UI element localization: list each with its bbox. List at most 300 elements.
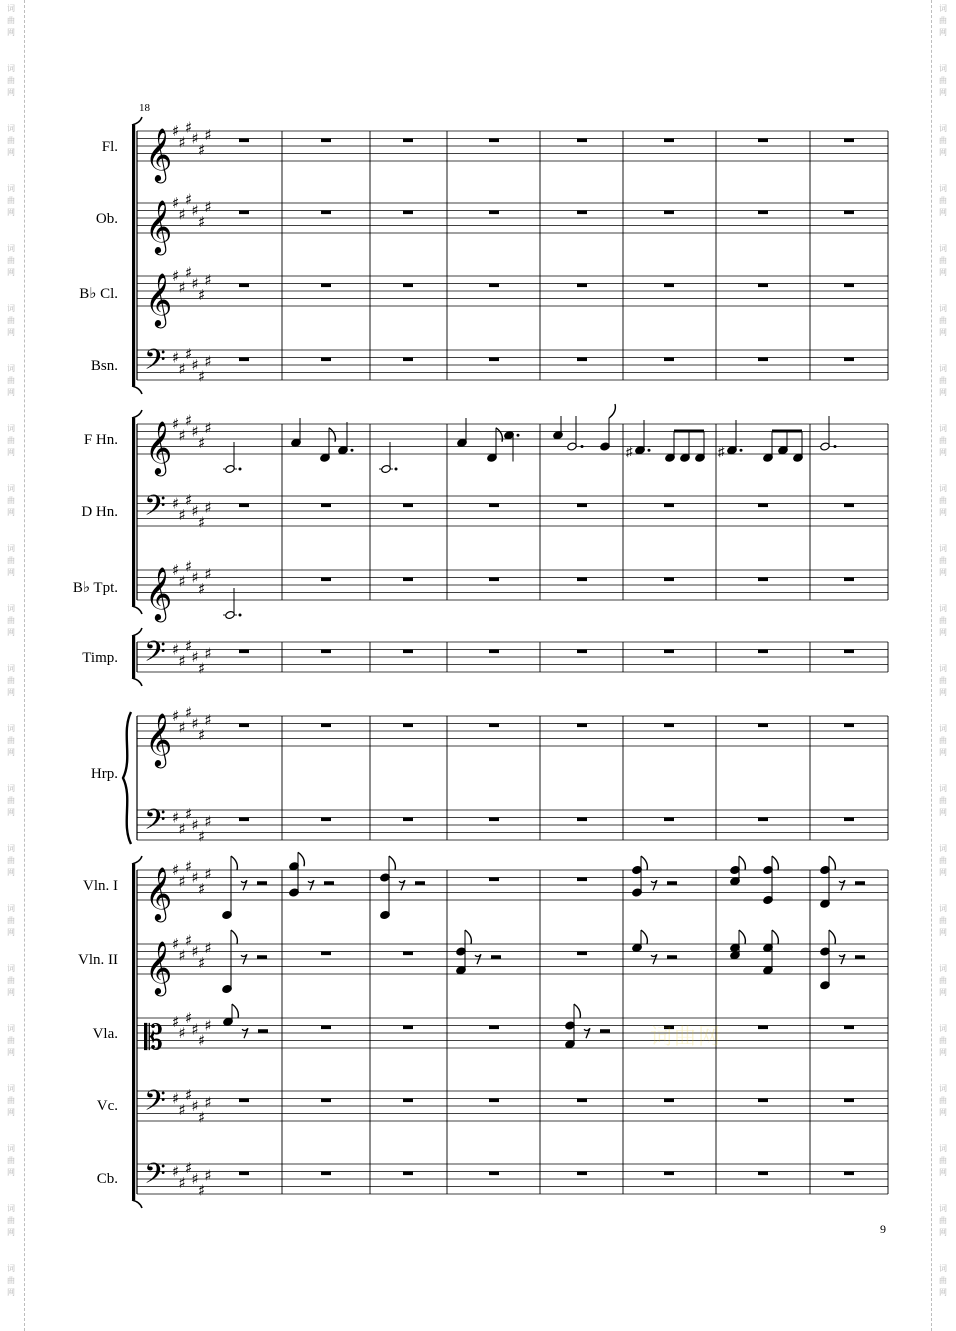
margin-mark: 词: [939, 904, 947, 913]
bracket-hook: [132, 386, 142, 394]
margin-mark: 曲: [939, 496, 947, 505]
whole-rest: [403, 578, 413, 582]
margin-mark: 词: [7, 1264, 15, 1273]
margin-mark: 曲: [7, 496, 15, 505]
margin-mark: 词: [7, 904, 15, 913]
whole-rest: [403, 211, 413, 215]
sharp-icon: ♯: [204, 812, 212, 831]
margin-mark: 词: [939, 64, 947, 73]
margin-mark: 词: [939, 964, 947, 973]
margin-mark: 曲: [939, 316, 947, 325]
sharp-icon: ♯: [198, 1108, 206, 1127]
margin-mark: 词: [7, 484, 15, 493]
margin-mark: 网: [939, 568, 947, 577]
half-rest: [258, 1029, 268, 1033]
whole-rest: [664, 578, 674, 582]
whole-rest: [844, 650, 854, 654]
sharp-icon: ♯: [204, 710, 212, 729]
whole-rest: [577, 358, 587, 362]
margin-mark: 词: [939, 664, 947, 673]
note-flag: [641, 856, 647, 870]
whole-rest: [489, 358, 499, 362]
whole-rest: [321, 578, 331, 582]
whole-rest: [403, 1099, 413, 1103]
margin-mark: 网: [939, 1108, 947, 1117]
sharp-icon: ♯: [718, 444, 725, 459]
whole-rest: [489, 724, 499, 728]
note-flag: [231, 930, 237, 944]
margin-mark: 曲: [7, 136, 15, 145]
sharp-icon: ♯: [191, 274, 199, 293]
sharp-icon: ♯: [626, 444, 633, 459]
augmentation-dot: [517, 434, 520, 437]
half-rest: [600, 1029, 610, 1033]
bracket-hook: [132, 117, 142, 125]
whole-rest: [403, 650, 413, 654]
instrument-label: Ob.: [95, 211, 118, 227]
page-number: 9: [880, 1222, 886, 1236]
margin-mark: 网: [7, 1048, 15, 1057]
note-flag: [609, 404, 615, 418]
whole-rest: [577, 504, 587, 508]
margin-mark: 曲: [7, 436, 15, 445]
sharp-icon: ♯: [185, 118, 193, 137]
whole-rest: [664, 650, 674, 654]
margin-mark: 网: [7, 208, 15, 217]
half-rest: [257, 955, 267, 959]
margin-mark: 网: [939, 388, 947, 397]
note-flag: [389, 856, 395, 870]
treble-clef-icon: 𝄞: [145, 712, 173, 766]
sharp-icon: ♯: [198, 212, 206, 231]
whole-rest: [489, 284, 499, 288]
margin-mark: 词: [939, 4, 947, 13]
whole-rest: [239, 504, 249, 508]
augmentation-dot: [351, 449, 354, 452]
instrument-label: D Hn.: [81, 504, 118, 520]
margin-mark: 网: [939, 748, 947, 757]
whole-rest: [321, 358, 331, 362]
augmentation-dot: [395, 468, 398, 471]
margin-mark: 词: [7, 64, 15, 73]
sharp-icon: ♯: [204, 644, 212, 663]
sharp-icon: ♯: [172, 1089, 180, 1108]
margin-mark: 网: [939, 988, 947, 997]
margin-mark: 网: [7, 1108, 15, 1117]
sharp-icon: ♯: [204, 938, 212, 957]
whole-rest: [758, 650, 768, 654]
augmentation-dot: [581, 445, 584, 448]
whole-rest: [403, 724, 413, 728]
whole-rest: [844, 211, 854, 215]
half-rest: [415, 881, 425, 885]
whole-rest: [664, 504, 674, 508]
margin-mark: 曲: [7, 856, 15, 865]
margin-mark: 曲: [939, 556, 947, 565]
margin-mark: 词: [7, 184, 15, 193]
margin-mark: 词: [7, 424, 15, 433]
whole-rest: [664, 358, 674, 362]
whole-rest: [844, 1172, 854, 1176]
margin-mark: 网: [939, 1048, 947, 1057]
whole-rest: [239, 211, 249, 215]
margin-mark: 网: [939, 1288, 947, 1297]
margin-mark: 词: [939, 1024, 947, 1033]
augmentation-dot: [834, 445, 837, 448]
sharp-icon: ♯: [178, 205, 186, 224]
margin-mark: 网: [7, 1288, 15, 1297]
margin-mark: 曲: [939, 736, 947, 745]
whole-rest: [239, 1099, 249, 1103]
whole-rest: [758, 818, 768, 822]
half-rest: [324, 881, 334, 885]
sharp-icon: ♯: [191, 1020, 199, 1039]
whole-rest: [239, 284, 249, 288]
harp-brace: [123, 712, 131, 844]
whole-rest: [321, 650, 331, 654]
bracket: [132, 125, 135, 386]
whole-rest: [844, 578, 854, 582]
sharp-icon: ♯: [198, 579, 206, 598]
note-flag: [329, 428, 335, 442]
margin-mark: 网: [939, 328, 947, 337]
sharp-icon: ♯: [172, 122, 180, 140]
margin-mark: 曲: [7, 1276, 15, 1285]
whole-rest: [239, 724, 249, 728]
sharp-icon: ♯: [191, 502, 199, 520]
whole-rest: [239, 139, 249, 143]
bracket-hook: [132, 1200, 142, 1208]
whole-rest: [758, 284, 768, 288]
margin-mark: 曲: [7, 376, 15, 385]
half-rest: [667, 881, 677, 885]
margin-mark: 曲: [7, 616, 15, 625]
margin-mark: 词: [939, 244, 947, 253]
bass-clef-icon: 𝄢: [144, 1157, 166, 1198]
whole-rest: [403, 818, 413, 822]
margin-mark: 词: [939, 424, 947, 433]
whole-rest: [758, 1172, 768, 1176]
margin-mark: 曲: [939, 1276, 947, 1285]
margin-mark: 曲: [939, 676, 947, 685]
treble-clef-icon: 𝄞: [145, 566, 173, 620]
margin-mark: 曲: [7, 316, 15, 325]
margin-mark: 词: [939, 544, 947, 553]
whole-rest: [664, 211, 674, 215]
whole-rest: [577, 1099, 587, 1103]
note-flag: [739, 930, 745, 944]
margin-mark: 词: [7, 244, 15, 253]
sharp-icon: ♯: [185, 1085, 193, 1104]
sharp-icon: ♯: [185, 190, 193, 209]
margin-mark: 网: [939, 928, 947, 937]
instrument-label: Hrp.: [90, 766, 118, 782]
bracket-hook: [132, 410, 142, 418]
sharp-icon: ♯: [198, 827, 206, 846]
whole-rest: [577, 211, 587, 215]
treble-clef-icon: 𝄞: [145, 866, 173, 920]
margin-mark: 网: [939, 268, 947, 277]
whole-rest: [321, 952, 331, 956]
sharp-icon: ♯: [198, 140, 206, 159]
instrument-label: Timp.: [82, 650, 118, 666]
margin-mark: 词: [7, 544, 15, 553]
alto-clef-icon: 𝄡: [144, 1018, 163, 1058]
sharp-icon: ♯: [185, 557, 193, 576]
whole-rest: [403, 504, 413, 508]
margin-mark: 网: [939, 448, 947, 457]
sharp-icon: ♯: [191, 568, 199, 587]
half-rest: [667, 955, 677, 959]
sharp-icon: ♯: [198, 367, 206, 386]
whole-rest: [403, 952, 413, 956]
sharp-icon: ♯: [185, 857, 193, 876]
margin-mark: 词: [939, 604, 947, 613]
margin-mark: 词: [939, 1204, 947, 1213]
sharp-icon: ♯: [178, 505, 186, 524]
note-flag: [772, 930, 778, 944]
treble-clef-icon: 𝄞: [145, 272, 173, 326]
sharp-icon: ♯: [172, 707, 180, 725]
sharp-icon: ♯: [172, 640, 180, 659]
whole-rest: [403, 1172, 413, 1176]
margin-mark: 网: [939, 808, 947, 817]
margin-mark: 词: [7, 784, 15, 793]
note-flag: [298, 852, 304, 866]
half-rest: [491, 955, 501, 959]
whole-rest: [758, 139, 768, 143]
whole-rest: [844, 1026, 854, 1030]
bass-clef-icon: 𝄢: [144, 343, 166, 384]
sharp-icon: ♯: [172, 1162, 180, 1181]
bass-clef-icon: 𝄢: [144, 1084, 166, 1125]
half-rest: [855, 955, 865, 959]
margin-mark: 词: [939, 724, 947, 733]
whole-rest: [577, 650, 587, 654]
sharp-icon: ♯: [204, 197, 212, 216]
margin-mark: 曲: [939, 1096, 947, 1105]
margin-mark: 曲: [7, 196, 15, 205]
margin-mark: 曲: [939, 136, 947, 145]
bass-clef-icon: 𝄢: [144, 489, 166, 530]
sharp-icon: ♯: [198, 285, 206, 304]
note-head: [553, 431, 563, 440]
margin-mark: 词: [7, 124, 15, 133]
sharp-icon: ♯: [178, 872, 186, 891]
margin-mark: 曲: [939, 1036, 947, 1045]
sharp-icon: ♯: [185, 490, 193, 509]
sharp-icon: ♯: [172, 561, 180, 579]
bass-clef-icon: 𝄢: [144, 635, 166, 676]
note-flag: [739, 856, 745, 870]
note-flag: [641, 930, 647, 944]
sharp-icon: ♯: [172, 267, 180, 285]
sharp-icon: ♯: [191, 201, 199, 220]
whole-rest: [844, 818, 854, 822]
instrument-label: B♭ Tpt.: [72, 580, 118, 596]
margin-mark: 曲: [7, 916, 15, 925]
margin-mark: 网: [939, 1228, 947, 1237]
sharp-icon: ♯: [191, 1097, 199, 1115]
sharp-icon: ♯: [178, 819, 186, 838]
margin-mark: 词: [7, 724, 15, 733]
margin-mark: 曲: [939, 616, 947, 625]
whole-rest: [489, 1099, 499, 1103]
whole-rest: [321, 284, 331, 288]
whole-rest: [577, 578, 587, 582]
margin-mark: 曲: [939, 76, 947, 85]
margin-mark: 网: [7, 508, 15, 517]
whole-rest: [664, 1099, 674, 1103]
margin-mark: 词: [939, 1084, 947, 1093]
whole-rest: [321, 1172, 331, 1176]
sharp-icon: ♯: [191, 714, 199, 733]
augmentation-dot: [740, 449, 743, 452]
whole-rest: [321, 1026, 331, 1030]
instrument-label: Fl.: [101, 139, 118, 155]
margin-mark: 曲: [939, 256, 947, 265]
sharp-icon: ♯: [198, 1181, 206, 1200]
whole-rest: [321, 724, 331, 728]
whole-rest: [577, 139, 587, 143]
sharp-icon: ♯: [185, 1158, 193, 1177]
sharp-icon: ♯: [178, 133, 186, 152]
whole-rest: [844, 284, 854, 288]
margin-mark: 网: [7, 808, 15, 817]
sharp-icon: ♯: [198, 433, 206, 452]
margin-mark: 网: [7, 1168, 15, 1177]
sharp-icon: ♯: [178, 359, 186, 378]
sharp-icon: ♯: [185, 804, 193, 823]
whole-rest: [403, 284, 413, 288]
margin-mark: 曲: [939, 1156, 947, 1165]
instrument-label: Bsn.: [90, 358, 118, 374]
whole-rest: [844, 139, 854, 143]
whole-rest: [844, 504, 854, 508]
margin-mark: 词: [7, 4, 15, 13]
sharp-icon: ♯: [191, 129, 199, 148]
margin-mark: 词: [939, 484, 947, 493]
margin-mark: 网: [7, 628, 15, 637]
margin-mark: 词: [939, 184, 947, 193]
sharp-icon: ♯: [204, 270, 212, 289]
margin-mark: 网: [7, 748, 15, 757]
augmentation-dot: [648, 449, 651, 452]
whole-rest: [577, 724, 587, 728]
whole-rest: [321, 211, 331, 215]
margin-mark: 曲: [939, 916, 947, 925]
whole-rest: [239, 358, 249, 362]
margin-mark: 网: [939, 88, 947, 97]
margin-mark: 网: [939, 868, 947, 877]
sharp-icon: ♯: [185, 344, 193, 363]
whole-rest: [489, 1026, 499, 1030]
whole-rest: [664, 139, 674, 143]
whole-rest: [489, 578, 499, 582]
note-flag: [496, 428, 502, 442]
whole-rest: [758, 358, 768, 362]
note-flag: [829, 930, 835, 944]
sharp-icon: ♯: [191, 422, 199, 441]
whole-rest: [664, 724, 674, 728]
sharp-icon: ♯: [178, 651, 186, 670]
sharp-icon: ♯: [198, 879, 206, 898]
margin-mark: 网: [7, 688, 15, 697]
whole-rest: [489, 650, 499, 654]
margin-mark: 词: [7, 304, 15, 313]
whole-rest: [758, 211, 768, 215]
bracket: [132, 418, 135, 606]
whole-rest: [664, 818, 674, 822]
whole-rest: [664, 1172, 674, 1176]
margin-mark: 词: [939, 1144, 947, 1153]
margin-mark: 网: [7, 148, 15, 157]
note-flag: [465, 930, 471, 944]
whole-rest: [758, 578, 768, 582]
note-flag: [574, 1004, 580, 1018]
bracket-hook: [132, 678, 142, 686]
treble-clef-icon: 𝄞: [145, 199, 173, 253]
whole-rest: [758, 1099, 768, 1103]
whole-rest: [577, 952, 587, 956]
whole-rest: [489, 211, 499, 215]
whole-rest: [403, 358, 413, 362]
margin-mark: 网: [939, 1168, 947, 1177]
sharp-icon: ♯: [204, 864, 212, 883]
whole-rest: [403, 139, 413, 143]
sharp-icon: ♯: [178, 1173, 186, 1192]
half-rest: [257, 881, 267, 885]
margin-mark: 曲: [939, 1216, 947, 1225]
margin-mark: 曲: [7, 556, 15, 565]
whole-rest: [489, 139, 499, 143]
bracket: [132, 636, 135, 678]
sharp-icon: ♯: [204, 125, 212, 144]
margin-mark: 曲: [7, 736, 15, 745]
sharp-icon: ♯: [172, 1012, 180, 1031]
whole-rest: [577, 878, 587, 882]
margin-mark: 曲: [7, 1096, 15, 1105]
sharp-icon: ♯: [178, 426, 186, 445]
margin-mark: 词: [7, 1084, 15, 1093]
sharp-icon: ♯: [198, 513, 206, 532]
sharp-icon: ♯: [204, 564, 212, 583]
whole-rest: [489, 504, 499, 508]
margin-mark: 网: [7, 388, 15, 397]
sharp-icon: ♯: [198, 1031, 206, 1050]
sharp-icon: ♯: [198, 953, 206, 972]
sharp-icon: ♯: [178, 1100, 186, 1119]
bass-clef-icon: 𝄢: [144, 803, 166, 844]
margin-mark: 曲: [939, 796, 947, 805]
whole-rest: [239, 1172, 249, 1176]
margin-mark: 网: [7, 328, 15, 337]
whole-rest: [239, 650, 249, 654]
augmentation-dot: [239, 468, 242, 471]
measure-number: 18: [139, 102, 150, 114]
whole-rest: [844, 1099, 854, 1103]
sharp-icon: ♯: [204, 1016, 212, 1035]
margin-mark: 网: [7, 28, 15, 37]
sharp-icon: ♯: [172, 494, 180, 513]
margin-mark: 词: [939, 364, 947, 373]
treble-clef-icon: 𝄞: [145, 940, 173, 994]
instrument-label: Vla.: [92, 1026, 118, 1042]
whole-rest: [321, 139, 331, 143]
whole-rest: [577, 818, 587, 822]
margin-mark: 词: [7, 1024, 15, 1033]
sharp-icon: ♯: [191, 942, 199, 961]
